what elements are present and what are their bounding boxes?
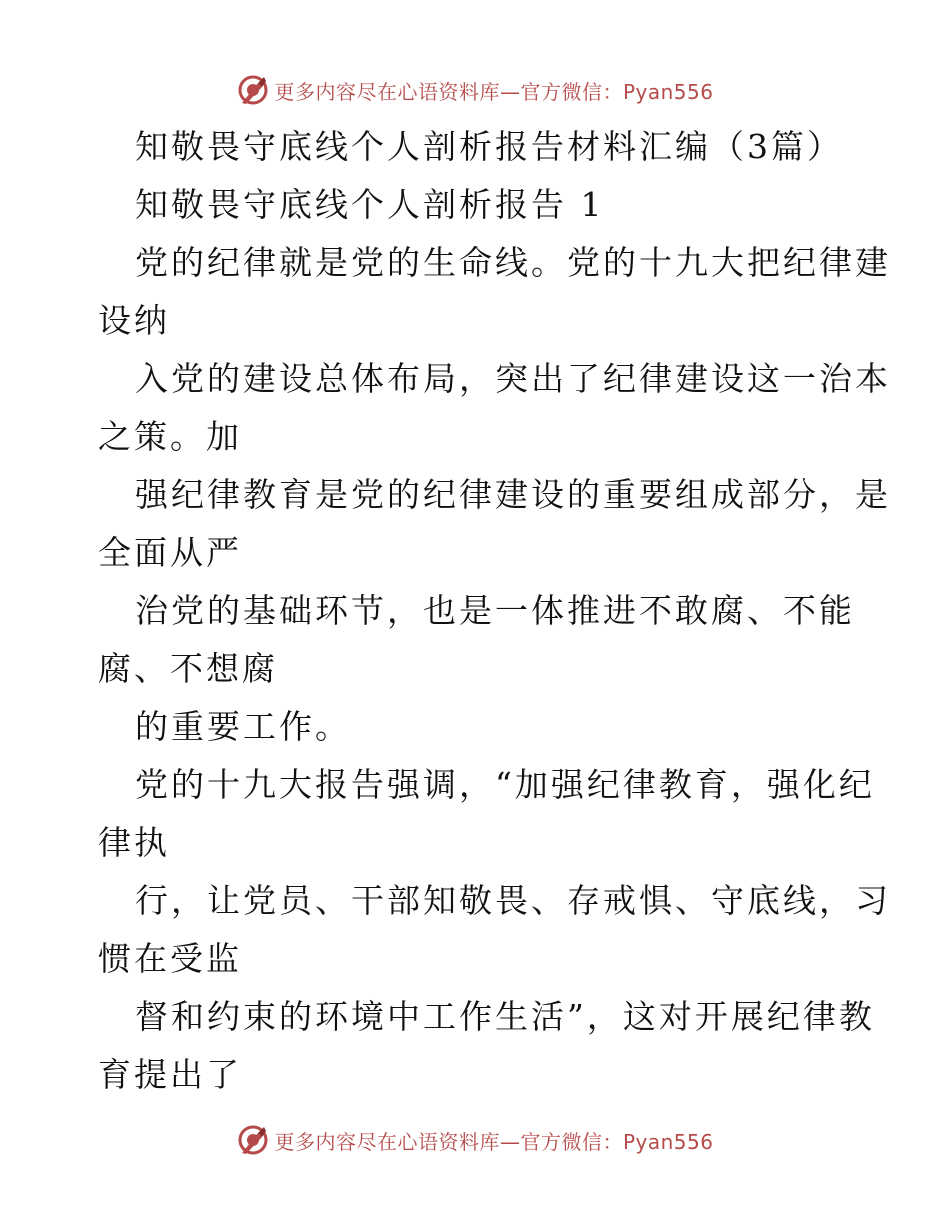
text-line: 全面从严 — [98, 533, 242, 572]
text-line: 惯在受监 — [98, 939, 242, 978]
text-line: 党的纪律就是党的生命线。党的十九大把纪律建 — [135, 243, 891, 282]
watermark-footer — [0, 1120, 950, 1160]
document-title: 知敬畏守底线个人剖析报告材料汇编（3篇） — [135, 127, 843, 166]
watermark-text: 更多内容尽在心语资料库—官方微信：Pyan556 — [274, 1129, 714, 1154]
watermark-text: 更多内容尽在心语资料库—官方微信：Pyan556 — [274, 79, 714, 104]
text-line: 设纳 — [98, 301, 170, 340]
text-line: 强纪律教育是党的纪律建设的重要组成部分，是 — [135, 475, 891, 514]
text-line: 之策。加 — [98, 417, 242, 456]
document-subtitle: 知敬畏守底线个人剖析报告 1 — [135, 185, 605, 224]
text-line: 腐、不想腐 — [98, 649, 278, 688]
pen-logo-icon — [236, 73, 270, 107]
text-line: 的重要工作。 — [135, 707, 351, 746]
text-line: 治党的基础环节，也是一体推进不敢腐、不能 — [135, 591, 855, 630]
text-line: 行，让党员、干部知敬畏、存戒惧、守底线，习 — [135, 881, 891, 920]
pen-logo-icon — [236, 1123, 270, 1157]
text-line: 入党的建设总体布局，突出了纪律建设这一治本 — [135, 359, 891, 398]
document-body — [98, 118, 891, 1104]
watermark-header — [0, 70, 950, 110]
text-line: 党的十九大报告强调，“加强纪律教育，强化纪 — [135, 765, 875, 804]
text-line: 督和约束的环境中工作生活”，这对开展纪律教 — [135, 997, 875, 1036]
text-line: 育提出了 — [98, 1055, 242, 1094]
text-line: 律执 — [98, 823, 170, 862]
